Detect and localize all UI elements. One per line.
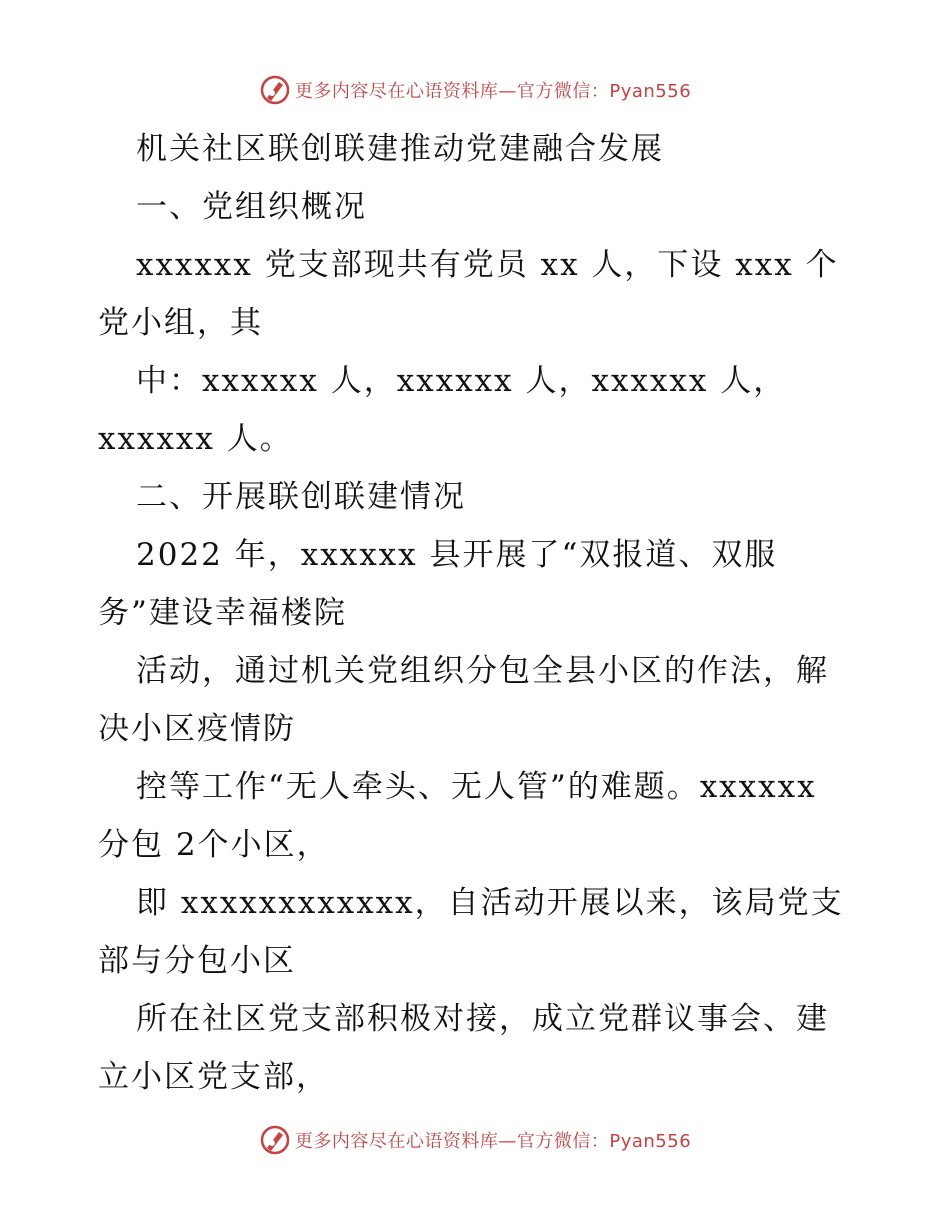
paragraph-line: 2022 年，xxxxxx 县开展了“双报道、双服 — [136, 537, 778, 573]
watermark-text: 更多内容尽在心语资料库—官方微信：Pyan556 — [294, 81, 692, 102]
section-heading: 二、开展联创联建情况 — [136, 479, 466, 515]
watermark-text: 更多内容尽在心语资料库—官方微信：Pyan556 — [294, 1131, 692, 1152]
header-watermark — [0, 70, 950, 110]
paragraph-line: xxxxxx 党支部现共有党员 xx 人，下设 xxx 个 — [136, 247, 839, 283]
pen-logo-icon — [259, 74, 291, 106]
paragraph-line: 部与分包小区 — [98, 943, 296, 979]
paragraph-line: 务”建设幸福楼院 — [98, 595, 347, 631]
paragraph-line: 决小区疫情防 — [98, 711, 296, 747]
paragraph-line: 所在社区党支部积极对接，成立党群议事会、建 — [136, 1001, 829, 1037]
section-heading: 一、党组织概况 — [136, 189, 367, 225]
paragraph-line: xxxxxx 人。 — [98, 421, 293, 457]
paragraph-line: 即 xxxxxxxxxxxx，自活动开展以来，该局党支 — [136, 885, 844, 921]
paragraph-line: 中：xxxxxx 人，xxxxxx 人，xxxxxx 人， — [136, 363, 787, 399]
document-body — [98, 120, 852, 1106]
pen-logo-icon — [259, 1124, 291, 1156]
paragraph-line: 党小组，其 — [98, 305, 263, 341]
document-title: 机关社区联创联建推动党建融合发展 — [136, 131, 664, 167]
footer-watermark — [0, 1120, 950, 1160]
paragraph-line: 立小区党支部， — [98, 1059, 329, 1095]
paragraph-line: 分包 2个小区， — [98, 827, 330, 863]
paragraph-line: 活动，通过机关党组织分包全县小区的作法，解 — [136, 653, 829, 689]
paragraph-line: 控等工作“无人牵头、无人管”的难题。xxxxxx — [136, 769, 817, 805]
